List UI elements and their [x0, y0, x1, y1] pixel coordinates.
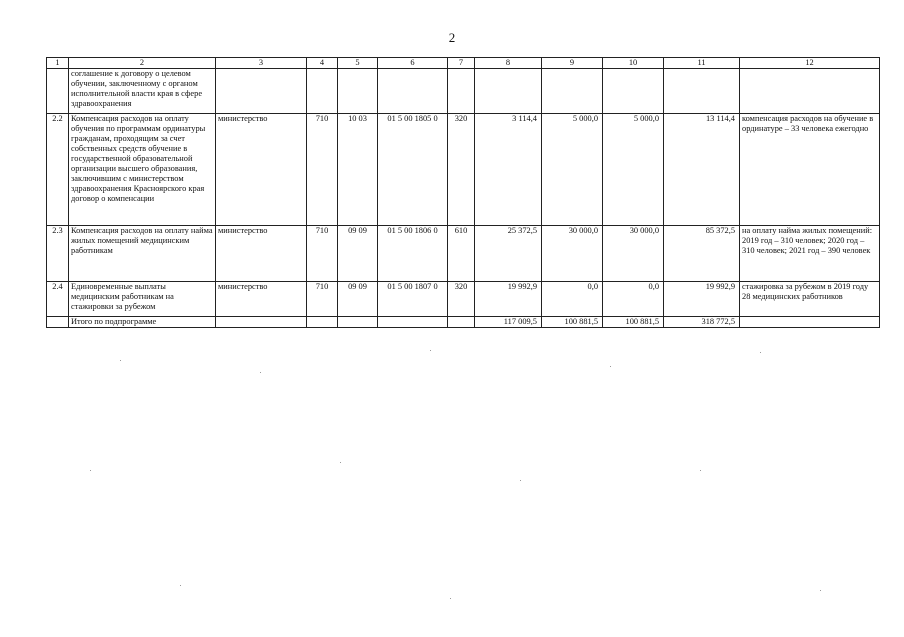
vr-code: 610: [448, 226, 475, 282]
executor: министерство: [216, 282, 307, 317]
column-number: 12: [740, 58, 880, 69]
scan-speck: [340, 462, 341, 463]
column-number: 9: [542, 58, 603, 69]
total-2019: 117 009,5: [475, 317, 542, 328]
column-number: 11: [664, 58, 740, 69]
executor: министерство: [216, 226, 307, 282]
continuation-text: соглашение к договору о целевом обучении, заключенному с органом исполнительной власти края в сфере здравоохранения: [69, 69, 216, 114]
column-number: 7: [448, 58, 475, 69]
row-number: 2.3: [47, 226, 69, 282]
table-row: [47, 114, 880, 226]
scan-speck: [820, 590, 821, 591]
amount-2019: 19 992,9: [475, 282, 542, 317]
scan-speck: [120, 360, 121, 361]
measure-name: Единовременные выплаты медицинским работникам на стажировки за рубежом: [69, 282, 216, 317]
scan-speck: [90, 470, 91, 471]
amount-2019: 3 114,4: [475, 114, 542, 226]
total-label: Итого по подпрограмме: [69, 317, 216, 328]
total-row: [47, 317, 880, 328]
column-number: 5: [338, 58, 378, 69]
csr-code: 01 5 00 1807 0: [378, 282, 448, 317]
amount-2020: 5 000,0: [542, 114, 603, 226]
column-number: 8: [475, 58, 542, 69]
csr-code: 01 5 00 1806 0: [378, 226, 448, 282]
amount-2021: 0,0: [603, 282, 664, 317]
grbs-code: 710: [307, 226, 338, 282]
scan-speck: [430, 350, 431, 351]
amount-2021: 5 000,0: [603, 114, 664, 226]
row-number: 2.4: [47, 282, 69, 317]
page-number: 2: [448, 30, 456, 45]
table-row: [47, 226, 880, 282]
vr-code: 320: [448, 282, 475, 317]
column-number-row: [47, 58, 880, 69]
scan-speck: [610, 366, 611, 367]
scan-speck: [700, 470, 701, 471]
amount-total: 19 992,9: [664, 282, 740, 317]
continuation-row: [47, 69, 880, 114]
expected-result: стажировка за рубежом в 2019 году 28 медицинских работников: [740, 282, 880, 317]
grbs-code: 710: [307, 114, 338, 226]
scan-speck: [450, 598, 451, 599]
scan-speck: [520, 480, 521, 481]
column-number: 4: [307, 58, 338, 69]
scan-speck: [760, 352, 761, 353]
budget-table: [46, 57, 880, 328]
total-sum: 318 772,5: [664, 317, 740, 328]
measure-name: Компенсация расходов на оплату обучения по программам ординатуры гражданам, проходящим за счет собственных средств обучение в государственной образовательной организации высшего образования, заключившим с министерством здравоохранения Красноярского края договор о компенсации: [69, 114, 216, 226]
amount-2020: 30 000,0: [542, 226, 603, 282]
measure-name: Компенсация расходов на оплату найма жилых помещений медицинским работникам: [69, 226, 216, 282]
total-2020: 100 881,5: [542, 317, 603, 328]
scan-speck: [180, 585, 181, 586]
rzpr-code: 09 09: [338, 226, 378, 282]
csr-code: 01 5 00 1805 0: [378, 114, 448, 226]
rzpr-code: 10 03: [338, 114, 378, 226]
column-number: 6: [378, 58, 448, 69]
grbs-code: 710: [307, 282, 338, 317]
column-number: 1: [47, 58, 69, 69]
amount-total: 13 114,4: [664, 114, 740, 226]
vr-code: 320: [448, 114, 475, 226]
executor: министерство: [216, 114, 307, 226]
total-2021: 100 881,5: [603, 317, 664, 328]
amount-2020: 0,0: [542, 282, 603, 317]
scan-speck: [260, 372, 261, 373]
expected-result: на оплату найма жилых помещений: 2019 год – 310 человек; 2020 год – 310 человек; 2021 год – 390 человек: [740, 226, 880, 282]
expected-result: компенсация расходов на обучение в ординатуре – 33 человека ежегодно: [740, 114, 880, 226]
amount-total: 85 372,5: [664, 226, 740, 282]
column-number: 2: [69, 58, 216, 69]
column-number: 10: [603, 58, 664, 69]
amount-2021: 30 000,0: [603, 226, 664, 282]
table-row: [47, 282, 880, 317]
rzpr-code: 09 09: [338, 282, 378, 317]
amount-2019: 25 372,5: [475, 226, 542, 282]
column-number: 3: [216, 58, 307, 69]
row-number: 2.2: [47, 114, 69, 226]
